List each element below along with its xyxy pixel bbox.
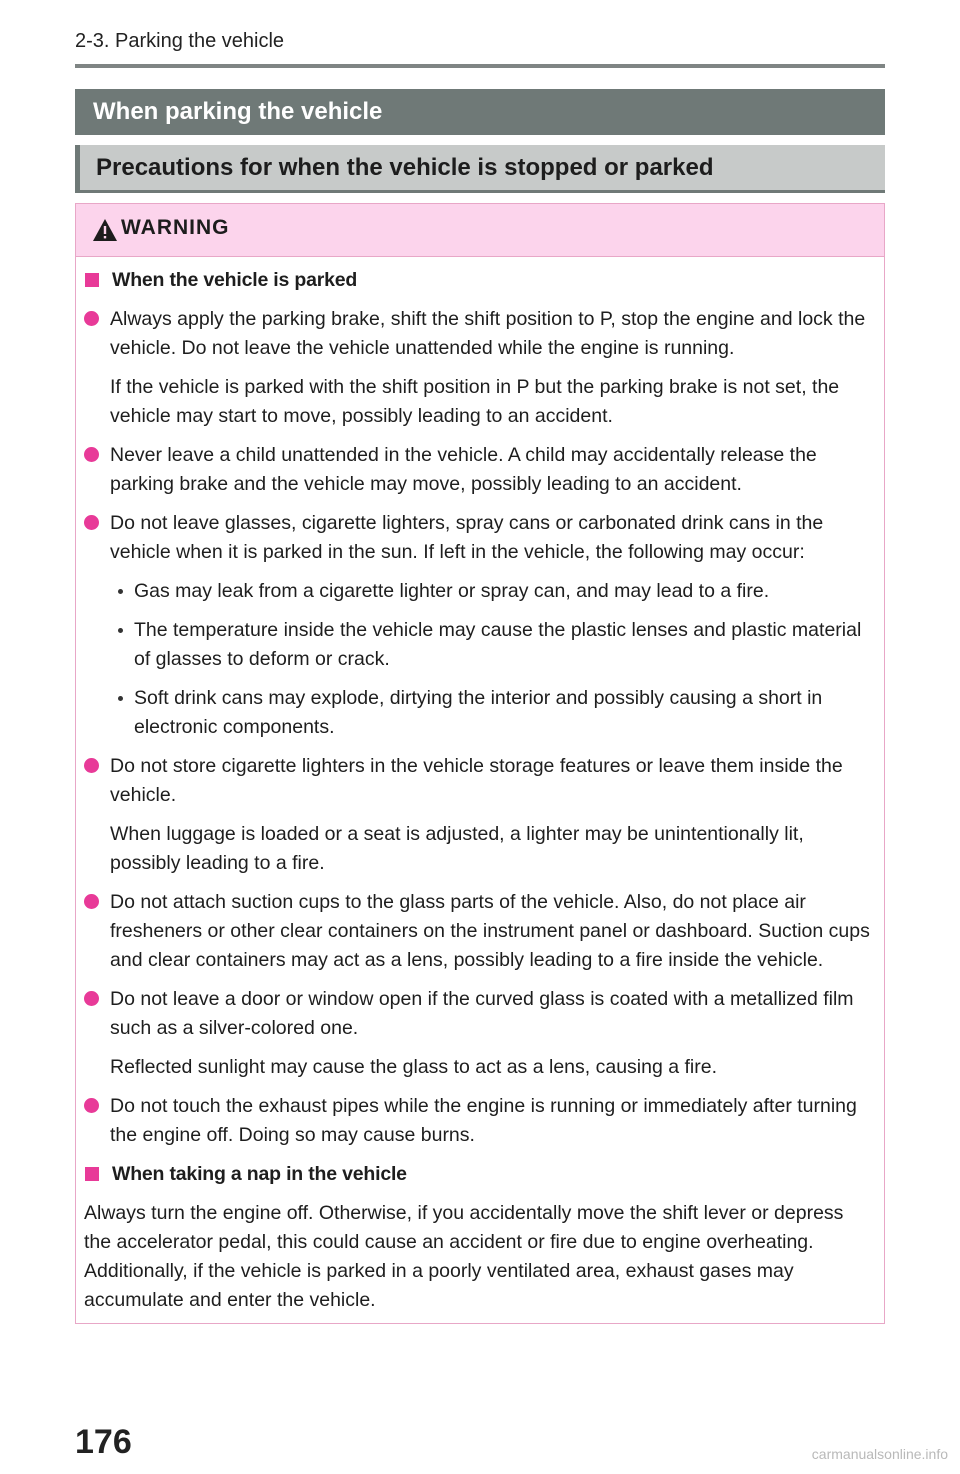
- square-bullet-icon: [85, 1167, 99, 1181]
- subheading-nap-text: When taking a nap in the vehicle: [112, 1163, 407, 1185]
- square-bullet-icon: [85, 273, 99, 287]
- item-text: Never leave a child unattended in the vehicle. A child may accidentally release the parking brake and the vehicle may move, possibly leading to an accident.: [110, 444, 817, 495]
- item-text: Do not attach suction cups to the glass parts of the vehicle. Also, do not place air fresheners or other clear containers on the instrument panel or dashboard. Suction cups and clear containers may act as a lens, possibly leading to a fire inside the vehicle.: [110, 891, 870, 971]
- subheading-parked: [84, 266, 873, 295]
- circle-bullet-icon: [84, 311, 99, 326]
- circle-bullet-icon: [84, 515, 99, 530]
- warning-label: WARNING: [121, 216, 230, 239]
- small-bullet-icon: [118, 589, 123, 594]
- item-note: Reflected sunlight may cause the glass to act as a lens, causing a fire.: [110, 1056, 717, 1078]
- list-item: [84, 509, 873, 567]
- list-item: [84, 305, 873, 363]
- list-item: [84, 985, 873, 1043]
- list-item: [84, 1092, 873, 1150]
- item-text: Do not store cigarette lighters in the vehicle storage features or leave them inside the vehicle.: [110, 755, 843, 806]
- sub-item-text: Soft drink cans may explode, dirtying the interior and possibly causing a short in electronic components.: [134, 687, 823, 738]
- item-text: Do not leave a door or window open if the curved glass is coated with a metallized film such as a silver-colored one.: [110, 988, 854, 1039]
- warning-body: [76, 257, 884, 1315]
- list-item: [84, 888, 873, 975]
- sub-list-item: [84, 577, 873, 606]
- breadcrumb: 2-3. Parking the vehicle: [75, 30, 285, 52]
- nap-paragraph: Always turn the engine off. Otherwise, if you accidentally move the shift lever or depress the accelerator pedal, this could cause an accident or fire due to engine overheating. Additionally, if the vehicle is parked in a poorly ventilated area, exhaust gases may accumulate and enter the vehicle.: [84, 1202, 844, 1311]
- header-divider: [75, 64, 885, 68]
- item-text: Always apply the parking brake, shift the shift position to P, stop the engine and lock the vehicle. Do not leave the vehicle unattended while the engine is running.: [110, 308, 866, 359]
- subsection-title: Precautions for when the vehicle is stopped or parked: [75, 145, 885, 193]
- circle-bullet-icon: [84, 758, 99, 773]
- small-bullet-icon: [118, 696, 123, 701]
- page-number: 176: [75, 1423, 132, 1461]
- circle-bullet-icon: [84, 991, 99, 1006]
- subheading-parked-text: When the vehicle is parked: [112, 269, 358, 291]
- small-bullet-icon: [118, 628, 123, 633]
- sub-item-text: The temperature inside the vehicle may cause the plastic lenses and plastic material of glasses to deform or crack.: [134, 619, 862, 670]
- item-text: Do not leave glasses, cigarette lighters, spray cans or carbonated drink cans in the vehicle when it is parked in the sun. If left in the vehicle, the following may occur:: [110, 512, 824, 563]
- subheading-nap: [84, 1160, 873, 1189]
- sub-list-item: [84, 684, 873, 742]
- item-note: If the vehicle is parked with the shift position in P but the parking brake is not set, the vehicle may start to move, possibly leading to an accident.: [110, 376, 840, 427]
- sub-list-item: [84, 616, 873, 674]
- warning-triangle-icon: [92, 218, 118, 242]
- list-item: [84, 752, 873, 810]
- item-text: Do not touch the exhaust pipes while the engine is running or immediately after turning the engine off. Doing so may cause burns.: [110, 1095, 857, 1146]
- section-title: When parking the vehicle: [75, 89, 885, 135]
- watermark: carmanualsonline.info: [811, 1446, 948, 1462]
- circle-bullet-icon: [84, 447, 99, 462]
- list-item: [84, 441, 873, 499]
- circle-bullet-icon: [84, 894, 99, 909]
- warning-header: [76, 204, 884, 257]
- warning-box: [75, 203, 885, 1324]
- sub-item-text: Gas may leak from a cigarette lighter or spray can, and may lead to a fire.: [134, 580, 770, 602]
- circle-bullet-icon: [84, 1098, 99, 1113]
- item-note: When luggage is loaded or a seat is adjusted, a lighter may be unintentionally lit, possibly leading to a fire.: [110, 823, 804, 874]
